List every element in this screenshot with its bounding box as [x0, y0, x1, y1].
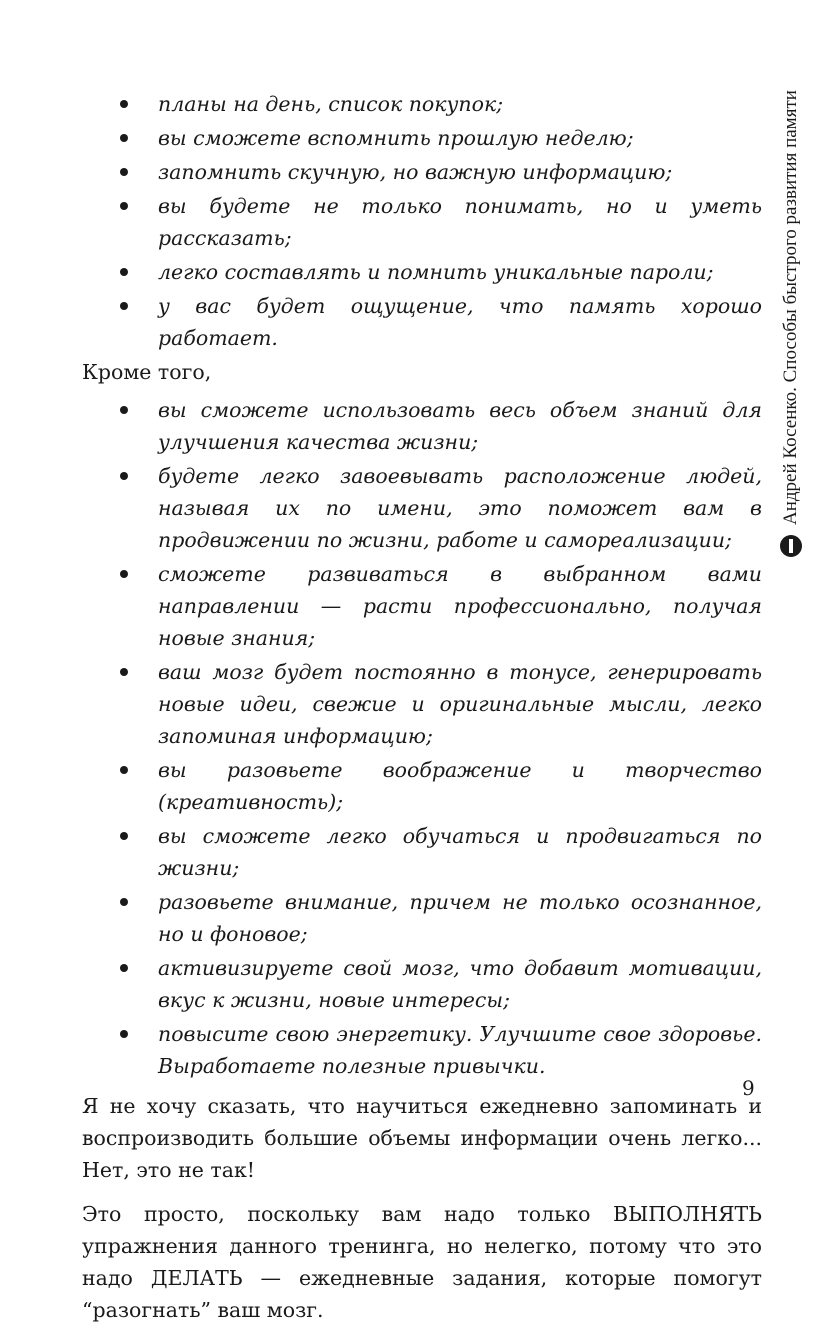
- bullet-icon: [120, 100, 128, 108]
- list-item: вы разовьете воображение и творчество (креативность);: [82, 754, 762, 818]
- running-header-text: Андрей Косенко. Способы быстрого развития памяти: [780, 90, 801, 525]
- bullet-icon: [120, 898, 128, 906]
- paragraph-1: Я не хочу сказать, что научиться ежедневно запоминать и воспроизводить большие объемы информации очень легко... Нет, это не так!: [82, 1094, 762, 1182]
- list-item: вы сможете легко обучаться и продвигаться по жизни;: [82, 820, 762, 884]
- bullet-icon: [120, 168, 128, 176]
- list-item: у вас будет ощущение, что память хорошо работает.: [82, 290, 762, 354]
- bullet-icon: [120, 472, 128, 480]
- list-item: повысите свою энергетику. Улучшите свое здоровье. Выработаете полезные привычки.: [82, 1018, 762, 1082]
- list-item: ваш мозг будет постоянно в тонусе, генерировать новые идеи, свежие и оригинальные мысли, легко запоминая информацию;: [82, 656, 762, 752]
- paragraph-2: Это просто, поскольку вам надо только ВЫПОЛНЯТЬ упражнения данного тренинга, но нелегко, потому что это надо ДЕЛАТЬ — ежедневные задания, которые помогут “разогнать” ваш мозг.: [82, 1202, 762, 1322]
- bullet-icon: [120, 406, 128, 414]
- benefits-list-1: [82, 88, 762, 354]
- bullet-icon: [120, 268, 128, 276]
- list-item: будете легко завоевывать расположение людей, называя их по имени, это поможет вам в продвижении по жизни, работе и самореализации;: [82, 460, 762, 556]
- bullet-icon: [120, 570, 128, 578]
- page-body: [82, 88, 762, 1326]
- list-item: разовьете внимание, причем не только осознанное, но и фоновое;: [82, 886, 762, 950]
- list-item: легко составлять и помнить уникальные пароли;: [82, 256, 762, 288]
- list-item: активизируете свой мозг, что добавит мотивации, вкус к жизни, новые интересы;: [82, 952, 762, 1016]
- bullet-icon: [120, 202, 128, 210]
- lead-in-text: Кроме того,: [82, 360, 212, 384]
- bullet-icon: [120, 964, 128, 972]
- benefits-list-2: [82, 394, 762, 1082]
- page-number: 9: [742, 1076, 755, 1100]
- book-series-icon: [780, 535, 802, 557]
- list-item: планы на день, список покупок;: [82, 88, 762, 120]
- bullet-icon: [120, 668, 128, 676]
- bullet-icon: [120, 1030, 128, 1038]
- list-item: вы сможете использовать весь объем знаний для улучшения качества жизни;: [82, 394, 762, 458]
- bullet-icon: [120, 832, 128, 840]
- list-item: вы будете не только понимать, но и уметь рассказать;: [82, 190, 762, 254]
- bullet-icon: [120, 766, 128, 774]
- list-item: вы сможете вспомнить прошлую неделю;: [82, 122, 762, 154]
- list-item: запомнить скучную, но важную информацию;: [82, 156, 762, 188]
- bullet-icon: [120, 134, 128, 142]
- running-header: [772, 90, 810, 565]
- list-item: сможете развиваться в выбранном вами направлении — расти профессионально, получая новые знания;: [82, 558, 762, 654]
- bullet-icon: [120, 302, 128, 310]
